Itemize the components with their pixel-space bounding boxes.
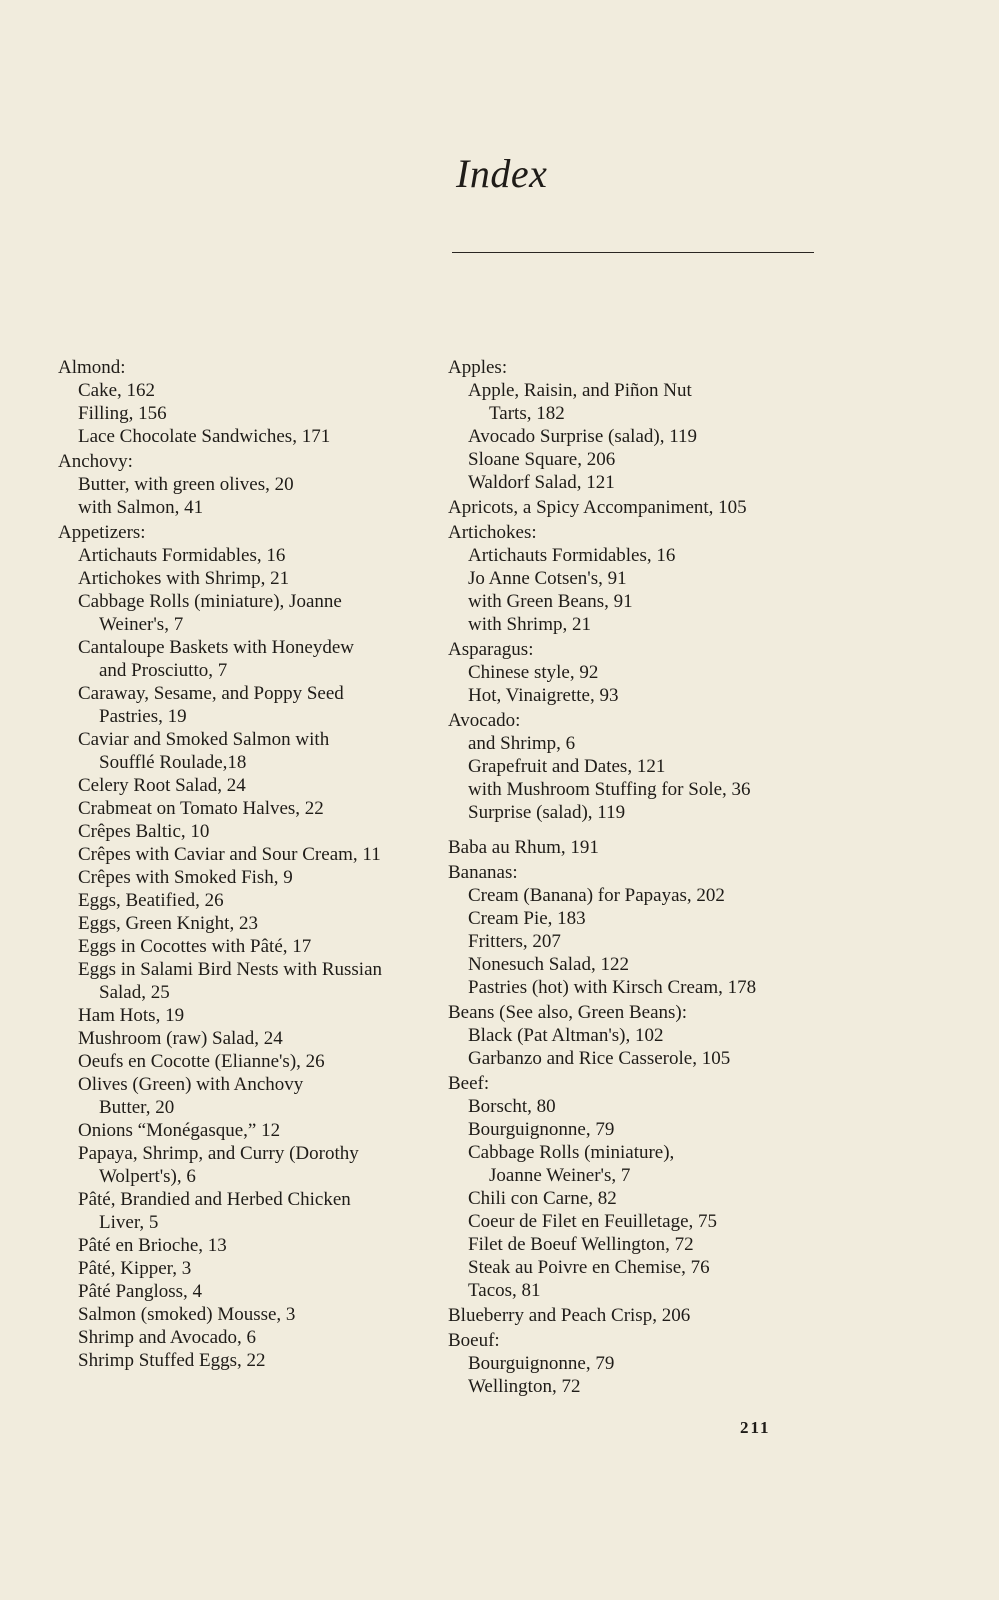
index-entry: Hot, Vinaigrette, 93	[468, 685, 619, 706]
index-heading: Bananas:	[448, 862, 518, 883]
index-group	[448, 1329, 828, 1398]
index-entry: Caraway, Sesame, and Poppy Seed	[78, 683, 344, 704]
index-entry: Lace Chocolate Sandwiches, 171	[78, 426, 331, 447]
index-entry: Cream Pie, 183	[468, 908, 586, 929]
index-entry: Filet de Boeuf Wellington, 72	[468, 1234, 694, 1255]
index-heading: Boeuf:	[448, 1330, 500, 1351]
index-entry: Olives (Green) with Anchovy	[78, 1074, 304, 1095]
index-group	[448, 1304, 828, 1327]
index-entry: with Green Beans, 91	[468, 591, 633, 612]
index-group	[448, 836, 828, 859]
index-heading: Blueberry and Peach Crisp, 206	[448, 1305, 691, 1326]
index-group	[448, 496, 828, 519]
index-group	[448, 521, 828, 636]
index-entry: with Salmon, 41	[78, 497, 204, 518]
index-heading: Appetizers:	[58, 522, 146, 543]
index-entry: Chinese style, 92	[468, 662, 599, 683]
index-entry: Borscht, 80	[468, 1096, 556, 1117]
index-heading: Baba au Rhum, 191	[448, 837, 599, 858]
index-entry: Sloane Square, 206	[468, 449, 616, 470]
index-entry: Salmon (smoked) Mousse, 3	[78, 1304, 296, 1325]
index-entry: Bourguignonne, 79	[468, 1119, 615, 1140]
index-entry-continuation: Joanne Weiner's, 7	[489, 1165, 631, 1186]
index-heading: Anchovy:	[58, 451, 133, 472]
index-entry: Artichauts Formidables, 16	[78, 545, 286, 566]
index-entry: Pâté Pangloss, 4	[78, 1281, 203, 1302]
index-entry: Crêpes Baltic, 10	[78, 821, 210, 842]
index-entry: Crêpes with Caviar and Sour Cream, 11	[78, 844, 381, 865]
index-entry: Fritters, 207	[468, 931, 561, 952]
page-number: 211	[740, 1418, 771, 1437]
index-entry-continuation: Butter, 20	[99, 1097, 175, 1118]
index-entry-continuation: Weiner's, 7	[99, 614, 184, 635]
index-entry-continuation: Wolpert's), 6	[99, 1166, 196, 1187]
index-entry: Cantaloupe Baskets with Honeydew	[78, 637, 354, 658]
index-entry: Eggs in Salami Bird Nests with Russian	[78, 959, 382, 980]
index-entry: with Mushroom Stuffing for Sole, 36	[468, 779, 751, 800]
index-entry: Artichokes with Shrimp, 21	[78, 568, 290, 589]
index-entry: Wellington, 72	[468, 1376, 581, 1397]
index-group	[448, 861, 828, 999]
index-entry: Crêpes with Smoked Fish, 9	[78, 867, 293, 888]
index-entry: Cabbage Rolls (miniature), Joanne	[78, 591, 342, 612]
index-entry: Shrimp Stuffed Eggs, 22	[78, 1350, 266, 1371]
index-entry: Eggs, Green Knight, 23	[78, 913, 258, 934]
index-entry: Pastries (hot) with Kirsch Cream, 178	[468, 977, 757, 998]
index-heading: Artichokes:	[448, 522, 537, 543]
index-entry: Nonesuch Salad, 122	[468, 954, 629, 975]
index-group	[448, 709, 828, 824]
index-heading: Apricots, a Spicy Accompaniment, 105	[448, 497, 747, 518]
index-entry: Avocado Surprise (salad), 119	[468, 426, 697, 447]
index-entry: Caviar and Smoked Salmon with	[78, 729, 330, 750]
index-group	[58, 521, 438, 1372]
index-entry: Bourguignonne, 79	[468, 1353, 615, 1374]
page-title: Index	[456, 151, 548, 196]
index-entry-continuation: and Prosciutto, 7	[99, 660, 228, 681]
index-entry: Tacos, 81	[468, 1280, 541, 1301]
index-group	[58, 450, 438, 519]
index-entry: Ham Hots, 19	[78, 1005, 185, 1026]
index-entry: Cabbage Rolls (miniature),	[468, 1142, 675, 1163]
index-entry: with Shrimp, 21	[468, 614, 591, 635]
index-entry: Butter, with green olives, 20	[78, 474, 294, 495]
index-heading: Beef:	[448, 1073, 490, 1094]
index-entry: Pâté, Brandied and Herbed Chicken	[78, 1189, 351, 1210]
index-group	[448, 1001, 828, 1070]
index-entry: Onions “Monégasque,” 12	[78, 1120, 281, 1141]
index-entry-continuation: Salad, 25	[99, 982, 170, 1003]
index-entry: Chili con Carne, 82	[468, 1188, 617, 1209]
title-rule	[452, 252, 814, 253]
index-entry: Waldorf Salad, 121	[468, 472, 615, 493]
index-entry: Surprise (salad), 119	[468, 802, 626, 823]
index-entry: Mushroom (raw) Salad, 24	[78, 1028, 283, 1049]
index-entry: Crabmeat on Tomato Halves, 22	[78, 798, 324, 819]
index-entry: Jo Anne Cotsen's, 91	[468, 568, 627, 589]
index-heading: Apples:	[448, 357, 508, 378]
index-heading: Beans (See also, Green Beans):	[448, 1002, 688, 1023]
index-entry: Apple, Raisin, and Piñon Nut	[468, 380, 692, 401]
index-entry-continuation: Liver, 5	[99, 1212, 159, 1233]
index-entry-continuation: Tarts, 182	[489, 403, 565, 424]
index-entry: Grapefruit and Dates, 121	[468, 756, 666, 777]
index-heading: Asparagus:	[448, 639, 534, 660]
index-group	[448, 638, 828, 707]
index-entry: Cream (Banana) for Papayas, 202	[468, 885, 725, 906]
index-column-left	[58, 356, 438, 1374]
index-group	[448, 1072, 828, 1302]
index-heading: Avocado:	[448, 710, 521, 731]
index-entry: Papaya, Shrimp, and Curry (Dorothy	[78, 1143, 359, 1164]
index-entry: Celery Root Salad, 24	[78, 775, 246, 796]
index-column-right	[448, 356, 828, 1400]
index-entry: Pâté en Brioche, 13	[78, 1235, 227, 1256]
index-entry: Shrimp and Avocado, 6	[78, 1327, 257, 1348]
index-entry: Cake, 162	[78, 380, 156, 401]
index-entry-continuation: Soufflé Roulade,18	[99, 752, 247, 773]
index-entry-continuation: Pastries, 19	[99, 706, 187, 727]
index-entry: Garbanzo and Rice Casserole, 105	[468, 1048, 731, 1069]
index-entry: Pâté, Kipper, 3	[78, 1258, 192, 1279]
index-group	[58, 356, 438, 448]
index-entry: Black (Pat Altman's), 102	[468, 1025, 664, 1046]
index-entry: and Shrimp, 6	[468, 733, 576, 754]
index-entry: Steak au Poivre en Chemise, 76	[468, 1257, 710, 1278]
index-entry: Coeur de Filet en Feuilletage, 75	[468, 1211, 718, 1232]
index-entry: Eggs in Cocottes with Pâté, 17	[78, 936, 312, 957]
index-entry: Filling, 156	[78, 403, 167, 424]
index-heading: Almond:	[58, 357, 126, 378]
index-entry: Oeufs en Cocotte (Elianne's), 26	[78, 1051, 325, 1072]
index-entry: Eggs, Beatified, 26	[78, 890, 224, 911]
index-group	[448, 356, 828, 494]
index-entry: Artichauts Formidables, 16	[468, 545, 676, 566]
